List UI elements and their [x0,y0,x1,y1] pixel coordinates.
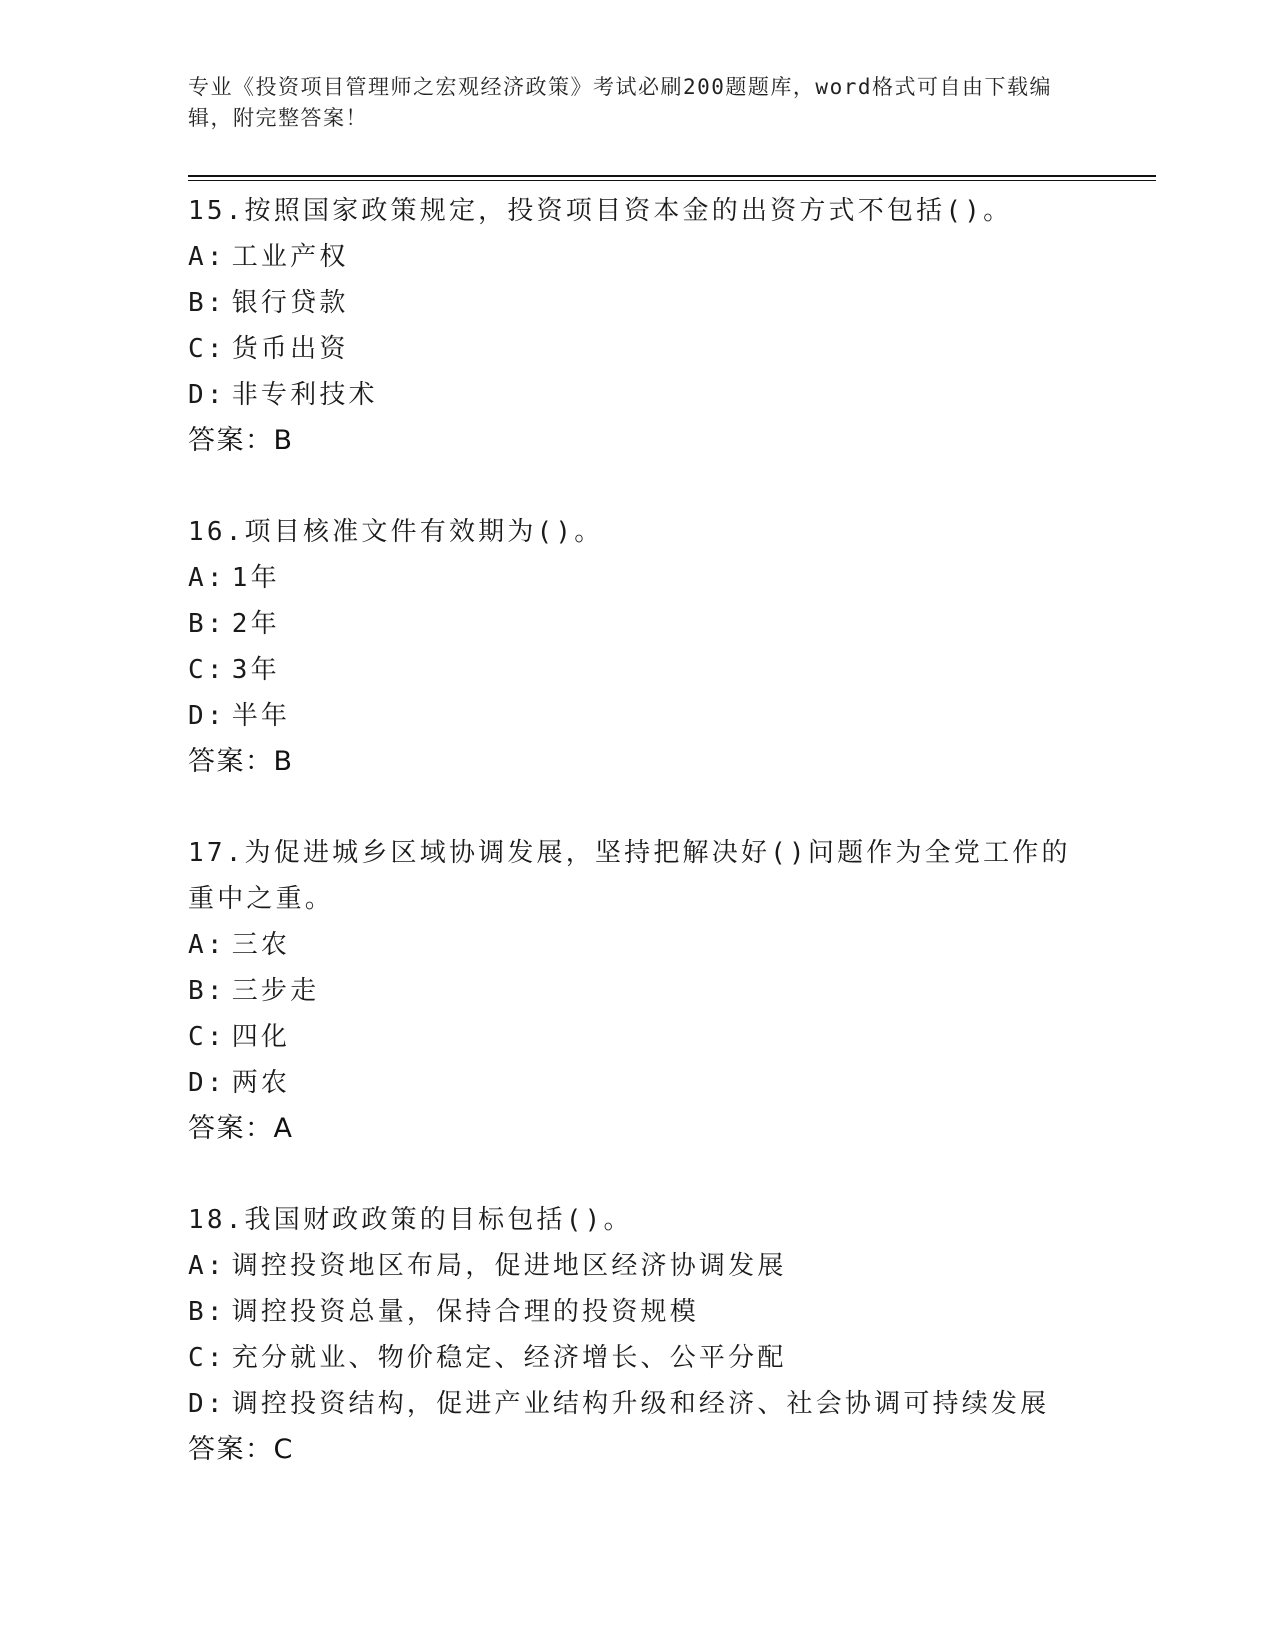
option-letter: B: [188,1297,226,1327]
option-letter: A: [188,563,226,593]
answer-line: 答案：A [188,1113,294,1144]
option-letter: C: [188,334,226,364]
question-15 [188,188,1088,464]
question-16 [188,509,1088,785]
option-letter: B: [188,976,226,1006]
question-stem: 15.按照国家政策规定，投资项目资本金的出资方式不包括()。 [188,196,1013,226]
option-text: 货币出资 [231,334,349,364]
option-a [188,922,1088,968]
option-text: 四化 [231,1022,291,1052]
option-letter: A: [188,1251,226,1281]
option-b [188,601,1088,647]
option-d [188,372,1088,418]
option-text: 调控投资总量，保持合理的投资规模 [231,1297,699,1327]
option-text: 三农 [231,930,291,960]
question-stem: 18.我国财政政策的目标包括()。 [188,1205,633,1235]
option-letter: D: [188,380,226,410]
option-d [188,1060,1088,1106]
option-text: 银行贷款 [231,288,349,318]
answer-line: 答案：B [188,746,294,777]
option-text: 1年 [231,563,280,593]
option-b [188,968,1088,1014]
header-divider-thick [188,175,1156,177]
option-a [188,234,1088,280]
option-text: 三步走 [231,976,320,1006]
option-letter: A: [188,242,226,272]
option-letter: D: [188,1389,226,1419]
header-divider-thin [188,180,1156,181]
option-c [188,1335,1088,1381]
option-letter: C: [188,655,226,685]
question-18 [188,1197,1088,1473]
option-b [188,280,1088,326]
question-stem: 17.为促进城乡区域协调发展，坚持把解决好()问题作为全党工作的重中之重。 [188,838,1071,914]
option-c [188,326,1088,372]
question-17 [188,830,1088,1152]
question-stem: 16.项目核准文件有效期为()。 [188,517,604,547]
option-a [188,1243,1088,1289]
option-a [188,555,1088,601]
option-c [188,1014,1088,1060]
option-d [188,1381,1088,1427]
option-d [188,693,1088,739]
option-letter: A: [188,930,226,960]
option-letter: B: [188,609,226,639]
option-text: 工业产权 [231,242,349,272]
option-letter: C: [188,1022,226,1052]
answer-line: 答案：C [188,1434,294,1465]
option-text: 调控投资地区布局，促进地区经济协调发展 [231,1251,787,1281]
option-text: 3年 [231,655,280,685]
option-letter: C: [188,1343,226,1373]
option-letter: D: [188,701,226,731]
answer-line: 答案：B [188,425,294,456]
document-header-intro: 专业《投资项目管理师之宏观经济政策》考试必刷200题题库，word格式可自由下载编辑，附完整答案！ [188,75,1052,130]
option-b [188,1289,1088,1335]
option-c [188,647,1088,693]
option-text: 2年 [231,609,280,639]
option-text: 充分就业、物价稳定、经济增长、公平分配 [231,1343,787,1373]
option-text: 两农 [231,1068,291,1098]
option-text: 非专利技术 [231,380,378,410]
option-text: 半年 [231,701,291,731]
option-letter: B: [188,288,226,318]
option-text: 调控投资结构，促进产业结构升级和经济、社会协调可持续发展 [231,1389,1050,1419]
question-list [188,188,1088,1518]
option-letter: D: [188,1068,226,1098]
